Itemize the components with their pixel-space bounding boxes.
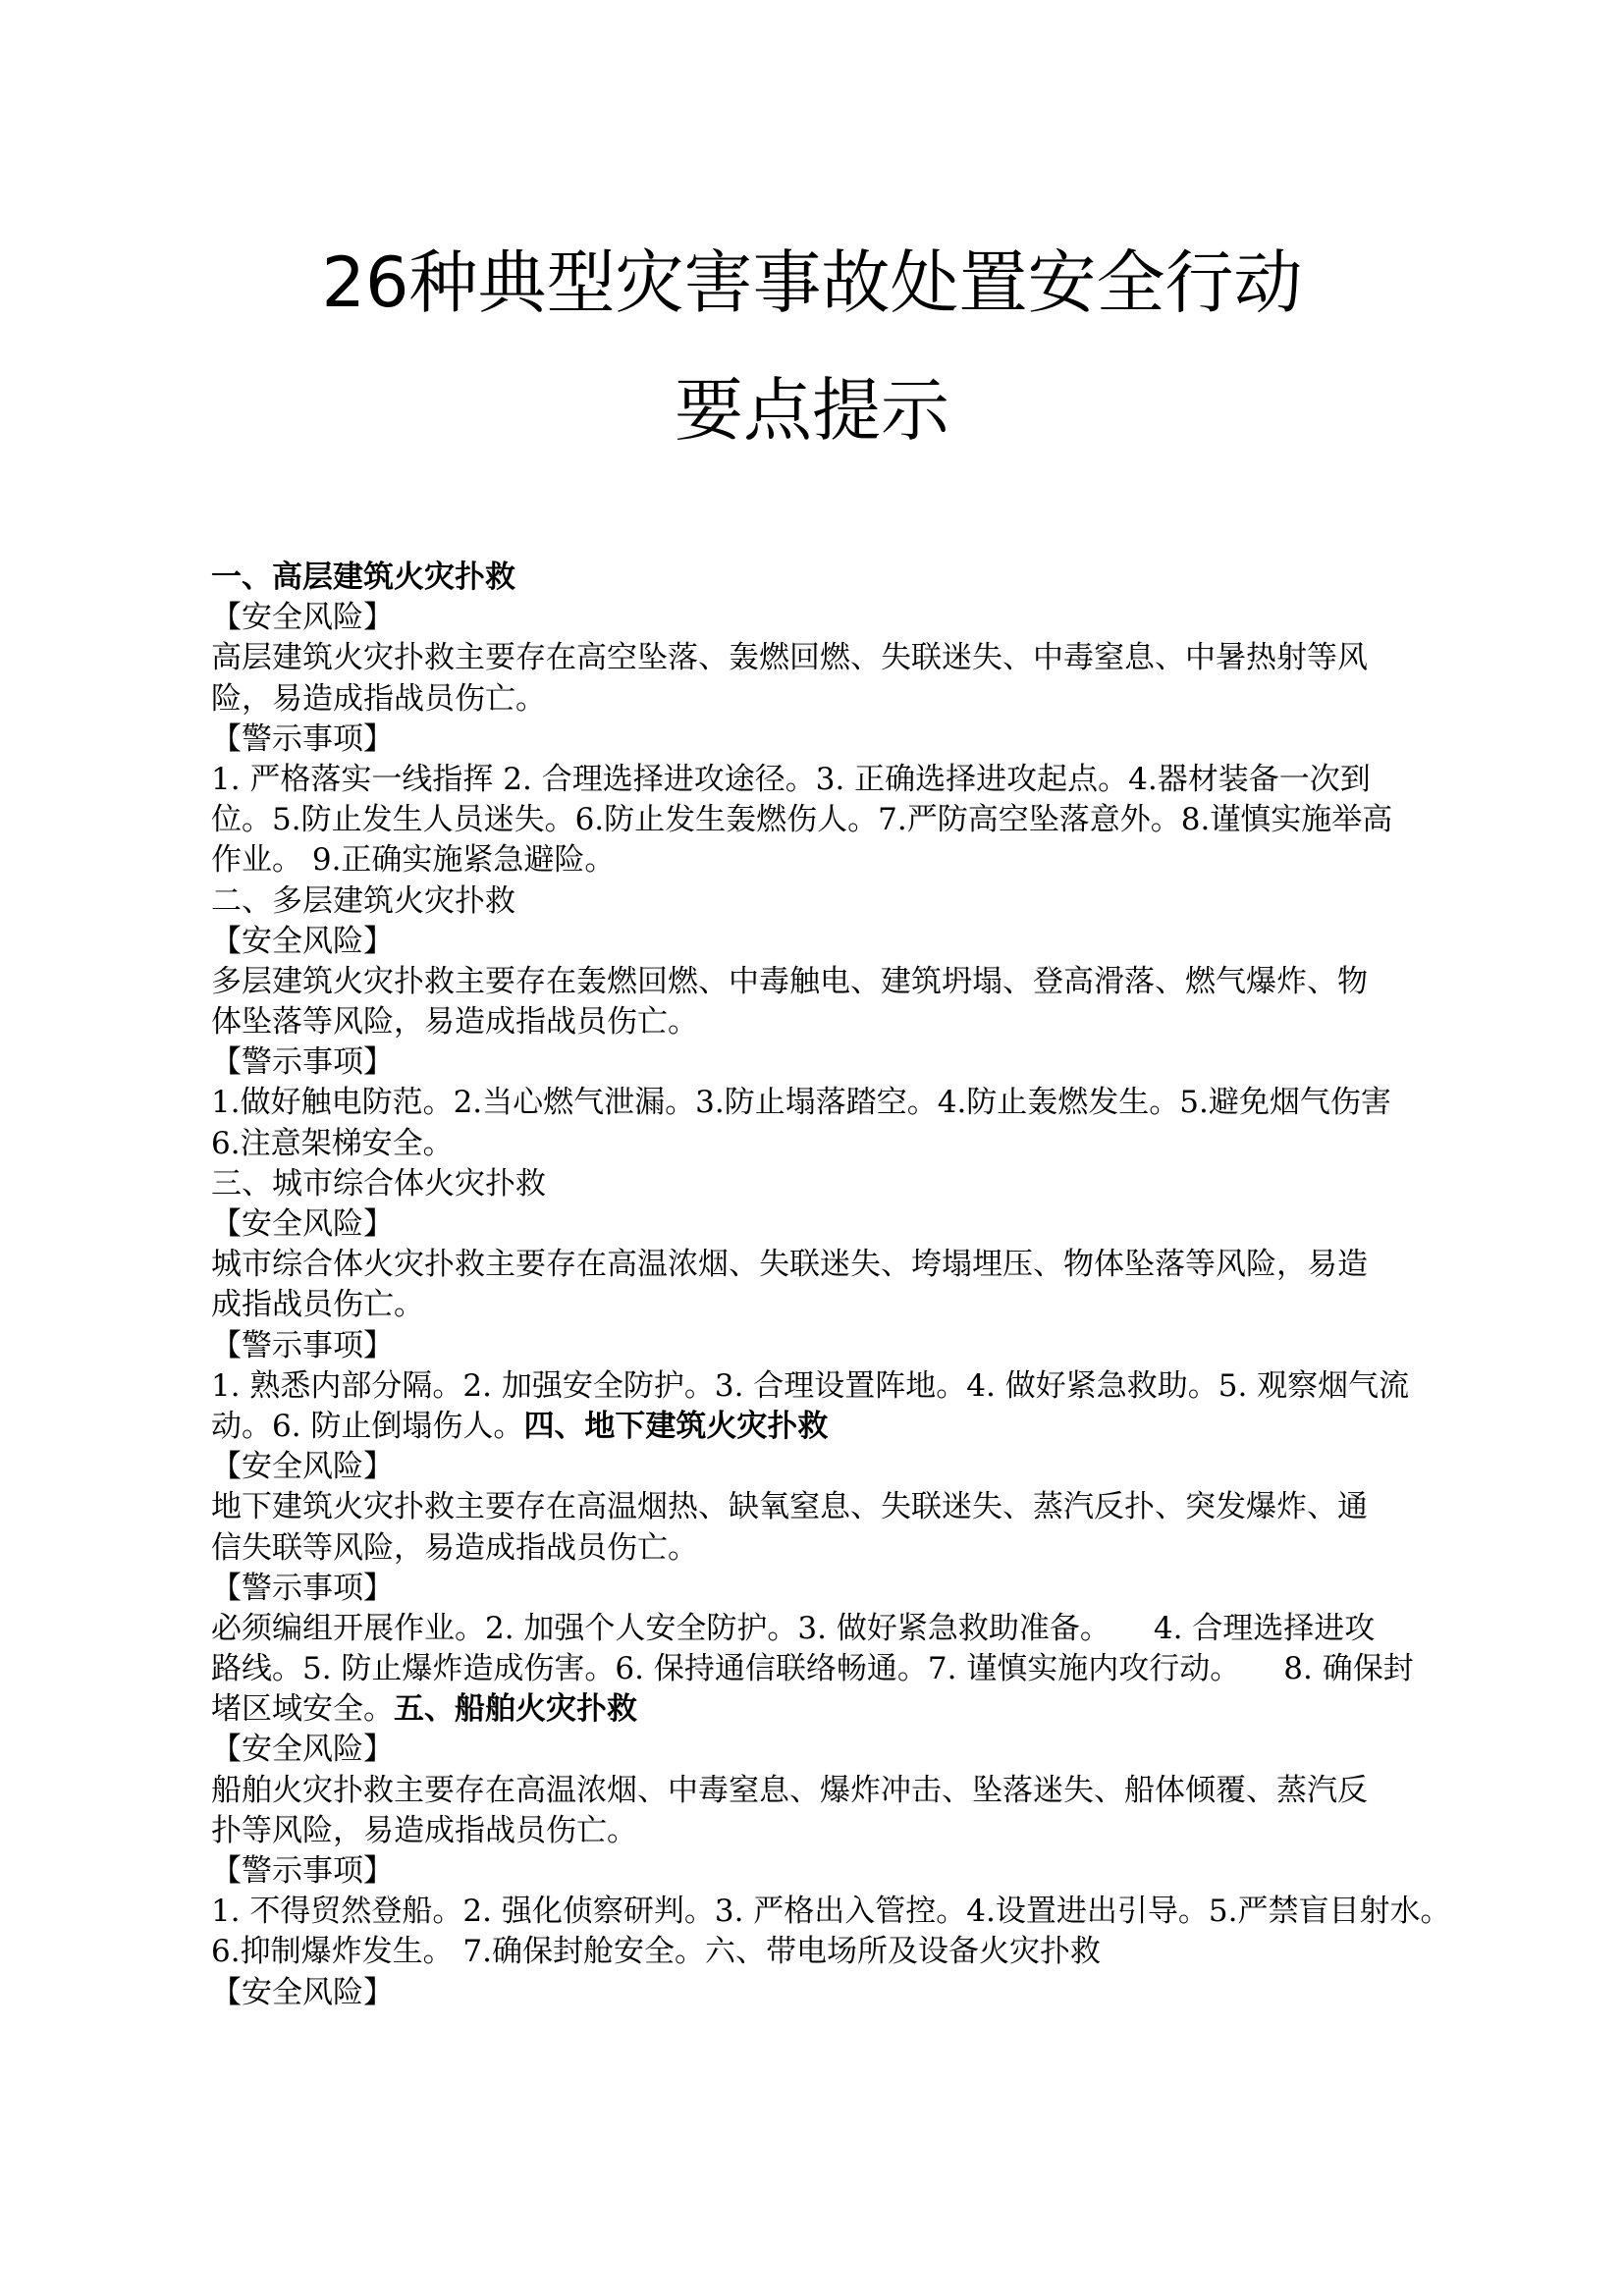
text-segment: 1.做好触电防范。2.当心燃气泄漏。3.防止塌落踏空。4.防止轰燃发生。5.避免烟气伤害 bbox=[211, 1085, 1391, 1121]
text-line bbox=[211, 1002, 1443, 1042]
text-segment: 二、多层建筑火灾扑救 bbox=[211, 882, 515, 919]
text-segment: 地下建筑火灾扑救主要存在高温烟热、缺氧窒息、失联迷失、蒸汽反扑、突发爆炸、通 bbox=[211, 1489, 1368, 1525]
text-line bbox=[211, 1042, 1443, 1083]
text-segment: 1. 不得贸然登船。2. 强化侦察研判。3. 严格出入管控。4.设置进出引导。5.严禁盲目射水。 bbox=[211, 1894, 1451, 1930]
text-segment: 作业。 9.正确实施紧急避险。 bbox=[211, 842, 616, 879]
text-segment: 船舶火灾扑救主要存在高温浓烟、中毒窒息、爆炸冲击、坠落迷失、船体倾覆、蒸汽反 bbox=[211, 1772, 1368, 1808]
text-segment: 堵区域安全。 bbox=[211, 1691, 394, 1728]
text-segment: 体坠落等风险，易造成指战员伤亡。 bbox=[211, 1004, 698, 1041]
text-segment: 成指战员伤亡。 bbox=[211, 1287, 424, 1323]
text-line bbox=[211, 1083, 1443, 1123]
text-segment: 4. 合理选择进攻 bbox=[1153, 1610, 1376, 1646]
text-segment: 路线。5. 防止爆炸造成伤害。6. 保持通信联络畅通。7. 谨慎实施内攻行动。 bbox=[211, 1651, 1241, 1687]
section-heading: 一、高层建筑火灾扑救 bbox=[211, 560, 515, 595]
text-line bbox=[211, 1528, 1443, 1569]
text-line bbox=[211, 1569, 1443, 1609]
text-segment: 【安全风险】 bbox=[211, 1449, 394, 1485]
text-segment: 险，易造成指战员伤亡。 bbox=[211, 680, 546, 717]
document-title-line-2: 要点提示 bbox=[675, 370, 949, 451]
text-segment: 高层建筑火灾扑救主要存在高空坠落、轰燃回燃、失联迷失、中毒窒息、中暑热射等风 bbox=[211, 640, 1368, 676]
section-heading: 四、地下建筑火灾扑救 bbox=[523, 1408, 829, 1444]
document-title-line-1: 26种典型灾害事故处置安全行动 bbox=[321, 242, 1303, 323]
text-line bbox=[211, 1730, 1443, 1770]
text-line bbox=[211, 1811, 1443, 1851]
text-line bbox=[211, 1609, 1443, 1649]
text-segment: 扑等风险，易造成指战员伤亡。 bbox=[211, 1812, 637, 1848]
text-segment: 【警示事项】 bbox=[211, 1044, 394, 1081]
text-segment: 1. 熟悉内部分隔。2. 加强安全防护。3. 合理设置阵地。4. 做好紧急救助。5. 观察烟气流 bbox=[211, 1367, 1410, 1404]
text-segment: 【安全风险】 bbox=[211, 1974, 394, 2010]
text-line bbox=[211, 1487, 1443, 1527]
text-line bbox=[211, 800, 1443, 840]
text-line bbox=[211, 1649, 1443, 1689]
text-line bbox=[211, 962, 1443, 1002]
text-line bbox=[211, 1447, 1443, 1487]
text-segment: 动。6. 防止倒塌伤人。 bbox=[211, 1408, 524, 1444]
text-line bbox=[211, 598, 1443, 638]
text-segment: 【安全风险】 bbox=[211, 1732, 394, 1768]
text-line bbox=[211, 840, 1443, 881]
text-line bbox=[211, 1326, 1443, 1366]
text-segment: 城市综合体火灾扑救主要存在高温浓烟、失联迷失、垮塌埋压、物体坠落等风险，易造 bbox=[211, 1247, 1368, 1283]
text-line bbox=[211, 638, 1443, 678]
text-segment: 6.注意架梯安全。 bbox=[211, 1125, 454, 1161]
text-segment: 8. 确保封 bbox=[1283, 1651, 1414, 1687]
section-heading: 五、船舶火灾扑救 bbox=[394, 1691, 637, 1728]
text-line bbox=[211, 760, 1443, 800]
text-segment: 1. 严格落实一线指挥 2. 合理选择进攻途径。3. 正确选择进攻起点。4.器材装备一次到 bbox=[211, 761, 1371, 797]
text-line bbox=[211, 558, 1443, 598]
text-segment: 【警示事项】 bbox=[211, 1327, 394, 1363]
text-line bbox=[211, 1164, 1443, 1204]
text-line bbox=[211, 720, 1443, 760]
text-segment: 三、城市综合体火灾扑救 bbox=[211, 1165, 546, 1201]
text-line bbox=[211, 1932, 1443, 1972]
text-segment: 必须编组开展作业。2. 加强个人安全防护。3. 做好紧急救助准备。 bbox=[211, 1610, 1110, 1646]
text-line bbox=[211, 1124, 1443, 1164]
text-line bbox=[211, 881, 1443, 922]
text-line bbox=[211, 1892, 1451, 1932]
text-line bbox=[211, 679, 1443, 720]
text-line bbox=[211, 1366, 1443, 1407]
text-segment: 【警示事项】 bbox=[211, 1853, 394, 1889]
text-line bbox=[211, 1285, 1443, 1325]
text-line bbox=[211, 1771, 1443, 1811]
text-line bbox=[211, 922, 1443, 962]
text-segment: 【安全风险】 bbox=[211, 923, 394, 959]
text-segment: 【安全风险】 bbox=[211, 600, 394, 636]
text-segment: 【警示事项】 bbox=[211, 1570, 394, 1606]
text-line bbox=[211, 1407, 1443, 1447]
text-line bbox=[211, 1851, 1443, 1892]
text-segment: 信失联等风险，易造成指战员伤亡。 bbox=[211, 1529, 698, 1566]
text-line bbox=[211, 1245, 1443, 1285]
text-line bbox=[211, 1973, 1443, 2013]
text-segment: 6.抑制爆炸发生。 7.确保封舱安全。六、带电场所及设备火灾扑救 bbox=[211, 1934, 1102, 1970]
text-segment: 多层建筑火灾扑救主要存在轰燃回燃、中毒触电、建筑坍塌、登高滑落、燃气爆炸、物 bbox=[211, 963, 1368, 999]
text-segment: 【警示事项】 bbox=[211, 721, 394, 757]
text-line bbox=[211, 1204, 1443, 1245]
document-body bbox=[211, 558, 1451, 2013]
text-segment: 位。5.防止发生人员迷失。6.防止发生轰燃伤人。7.严防高空坠落意外。8.谨慎实施举高 bbox=[211, 802, 1393, 838]
text-line bbox=[211, 1689, 1443, 1730]
text-segment: 【安全风险】 bbox=[211, 1206, 394, 1242]
